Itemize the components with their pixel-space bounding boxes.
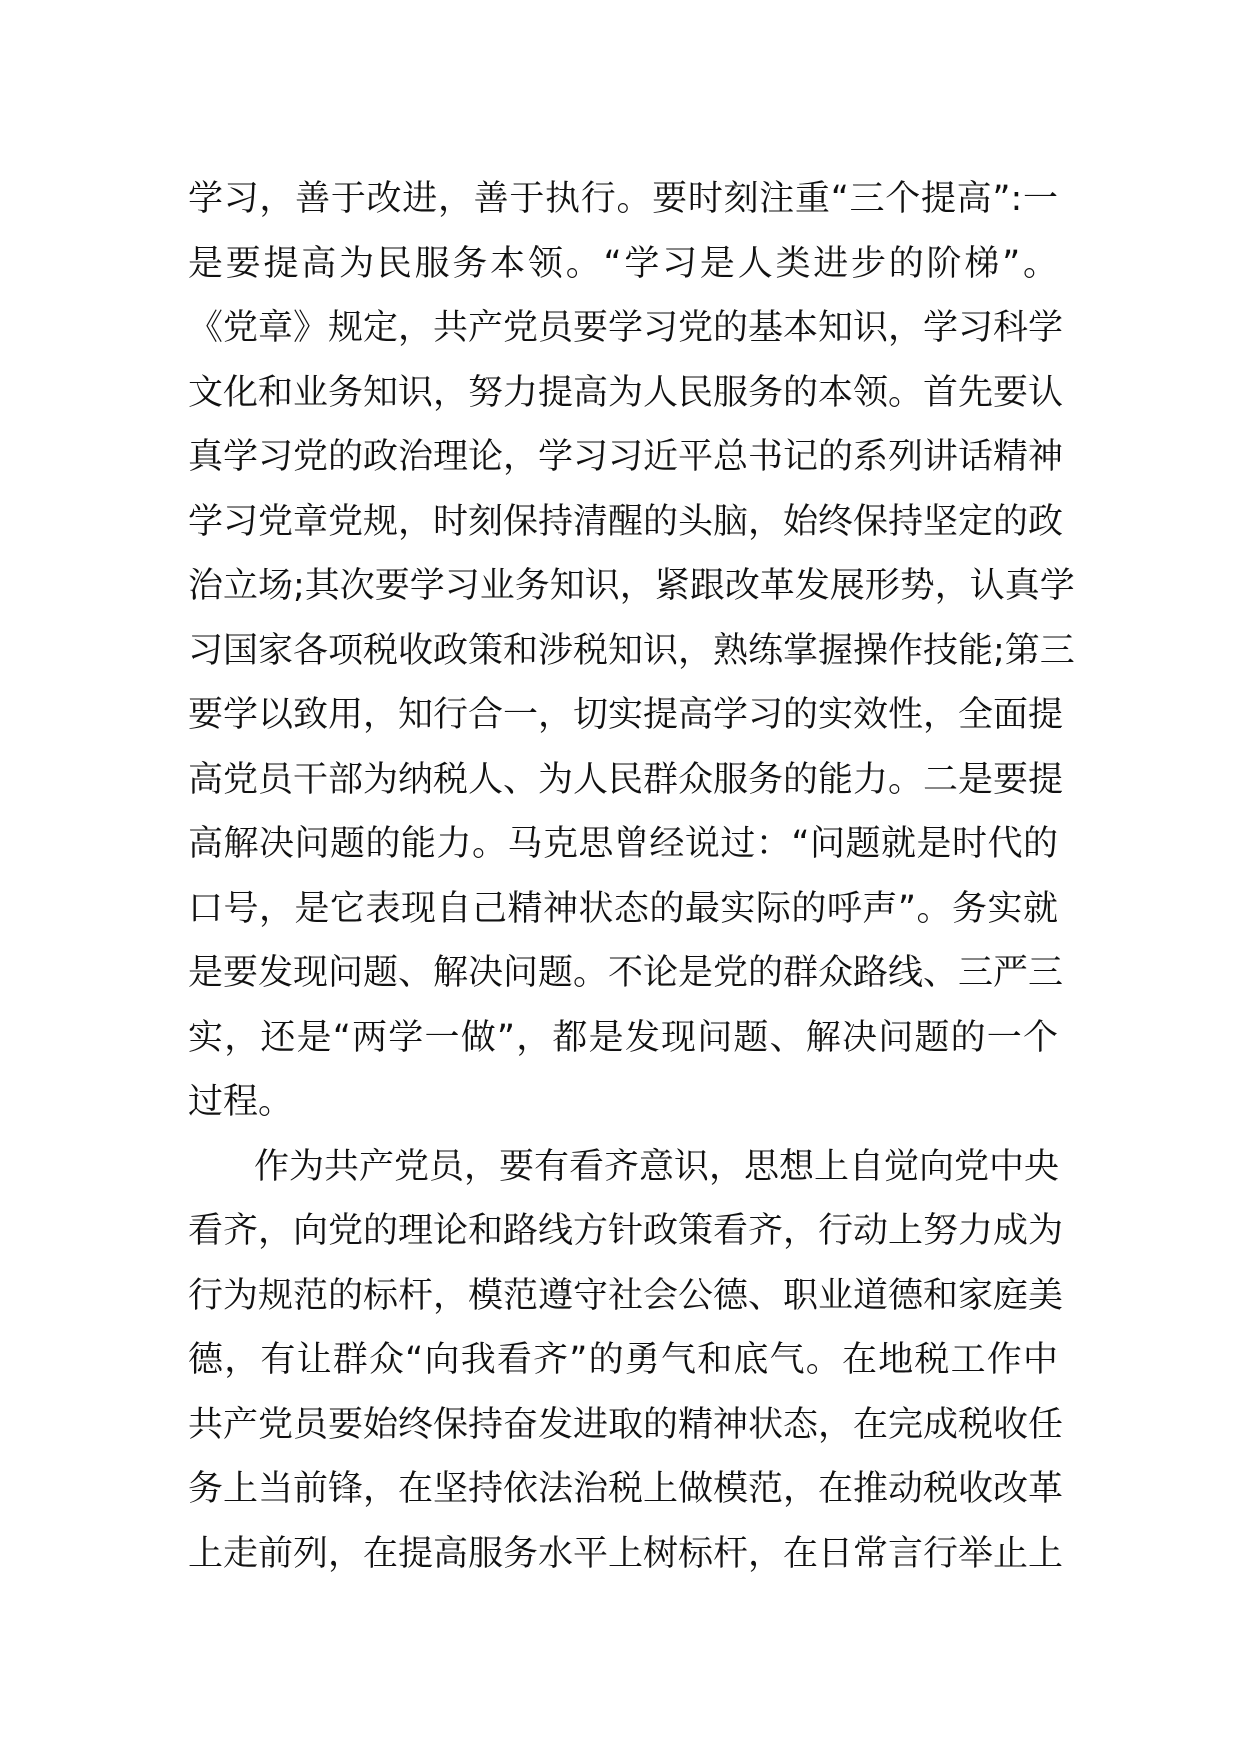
text-line: 《党章》规定，共产党员要学习党的基本知识，学习科学 — [188, 308, 1064, 348]
text-line: 治立场;其次要学习业务知识，紧跟改革发展形势，认真学 — [188, 566, 1075, 606]
text-line: 是要提高为民服务本领。“学习是人类进步的阶梯”。 — [188, 243, 1058, 284]
text-line: 要学以致用，知行合一，切实提高学习的实效性，全面提 — [188, 695, 1064, 735]
text-line: 看齐，向党的理论和路线方针政策看齐，行动上努力成为 — [188, 1211, 1064, 1251]
text-line: 共产党员要始终保持奋发进取的精神状态，在完成税收任 — [188, 1404, 1064, 1445]
text-line: 过程。 — [188, 1082, 294, 1122]
text-line: 文化和业务知识，努力提高为人民服务的本领。首先要认 — [188, 372, 1064, 413]
text-line: 是要发现问题、解决问题。不论是党的群众路线、三严三 — [188, 953, 1064, 993]
text-line: 真学习党的政治理论，学习习近平总书记的系列讲话精神 — [188, 437, 1064, 477]
paragraph-2 — [188, 1135, 1064, 1587]
text-line: 习国家各项税收政策和涉税知识，熟练掌握操作技能;第三 — [188, 630, 1075, 671]
text-line: 学习党章党规，时刻保持清醒的头脑，始终保持坚定的政 — [188, 501, 1064, 542]
text-line: 实，还是“两学一做”，都是发现问题、解决问题的一个 — [188, 1017, 1058, 1058]
document-body — [188, 167, 1075, 1586]
text-line: 高解决问题的能力。马克思曾经说过：“问题就是时代的 — [188, 824, 1058, 864]
text-line: 行为规范的标杆，模范遵守社会公德、职业道德和家庭美 — [188, 1275, 1064, 1316]
paragraph-1 — [188, 167, 1075, 1135]
text-line: 务上当前锋，在坚持依法治税上做模范，在推动税收改革 — [188, 1469, 1064, 1509]
text-line: 口号，是它表现自己精神状态的最实际的呼声”。务实就 — [188, 888, 1058, 929]
text-line: 上走前列，在提高服务水平上树标杆，在日常言行举止上 — [188, 1533, 1064, 1574]
text-line: 作为共产党员，要有看齐意识，思想上自觉向党中央 — [254, 1146, 1060, 1187]
text-line: 德，有让群众“向我看齐”的勇气和底气。在地税工作中 — [188, 1340, 1058, 1380]
text-line: 学习，善于改进，善于执行。要时刻注重“三个提高”:一 — [188, 179, 1058, 219]
text-line: 高党员干部为纳税人、为人民群众服务的能力。二是要提 — [188, 759, 1064, 800]
